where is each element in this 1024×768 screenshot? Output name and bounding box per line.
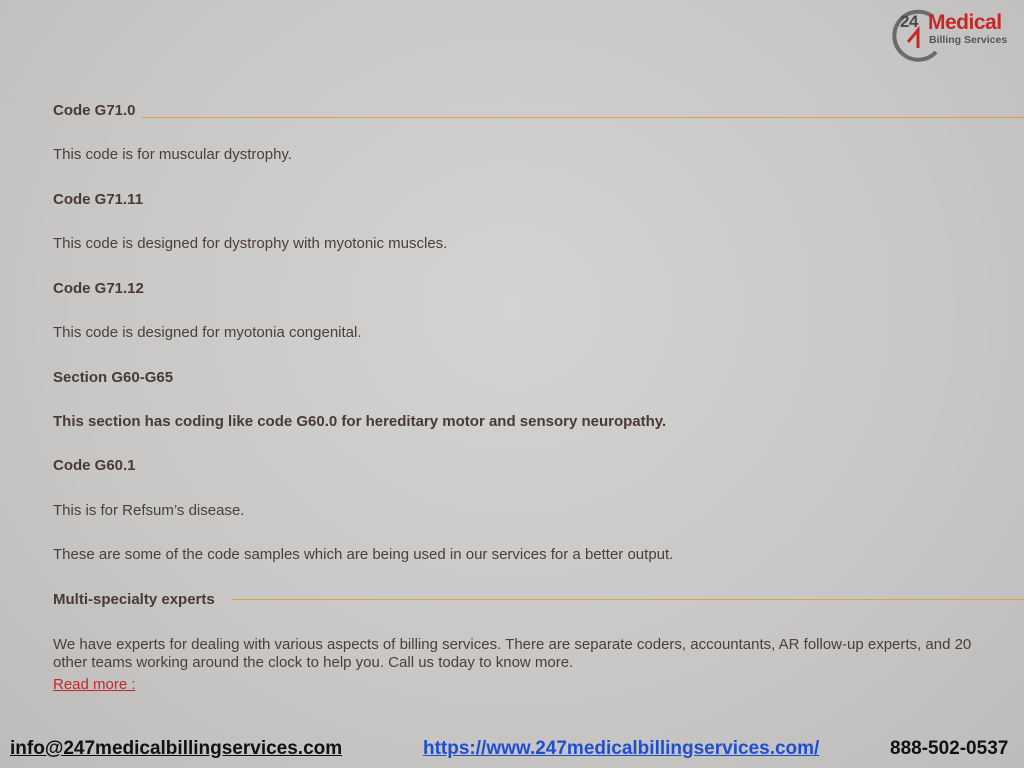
read-more-link[interactable]: Read more : [53,676,136,693]
company-logo [888,8,1018,66]
heading-g71-0: Code G71.0 [53,102,136,119]
text-g71-12: This code is designed for myotonia congenital. [53,324,362,341]
text-g60-1: This is for Refsum’s disease. [53,502,245,519]
text-code-samples: These are some of the code samples which are being used in our services for a better output. [53,546,674,563]
heading-section-g60-g65: Section G60-G65 [53,369,174,386]
heading-g71-12: Code G71.12 [53,280,144,297]
footer-email-link[interactable]: info@247medicalbillingservices.com [10,738,343,759]
divider-line [142,117,1024,118]
logo-number: 24 [900,12,918,31]
logo-subtitle: Billing Services [929,34,1008,46]
divider-line [232,599,1024,600]
text-g71-11: This code is designed for dystrophy with myotonic muscles. [53,235,448,252]
text-section-g60-g65: This section has coding like code G60.0 for hereditary motor and sensory neuropathy. [53,413,667,430]
footer-website-link[interactable]: https://www.247medicalbillingservices.com/ [423,738,820,759]
footer-phone: 888-502-0537 [890,738,1009,759]
heading-multi-specialty: Multi-specialty experts [53,591,215,608]
logo-brand: Medical [928,11,1002,34]
text-g71-0: This code is for muscular dystrophy. [53,146,292,163]
text-multi-specialty: We have experts for dealing with various aspects of billing services. There are separate coders, accountants, AR follow-up experts, and 20 other teams working around the clock to help you. Call us today to know more. [53,636,972,671]
heading-g71-11: Code G71.11 [53,191,144,208]
heading-g60-1: Code G60.1 [53,457,136,474]
